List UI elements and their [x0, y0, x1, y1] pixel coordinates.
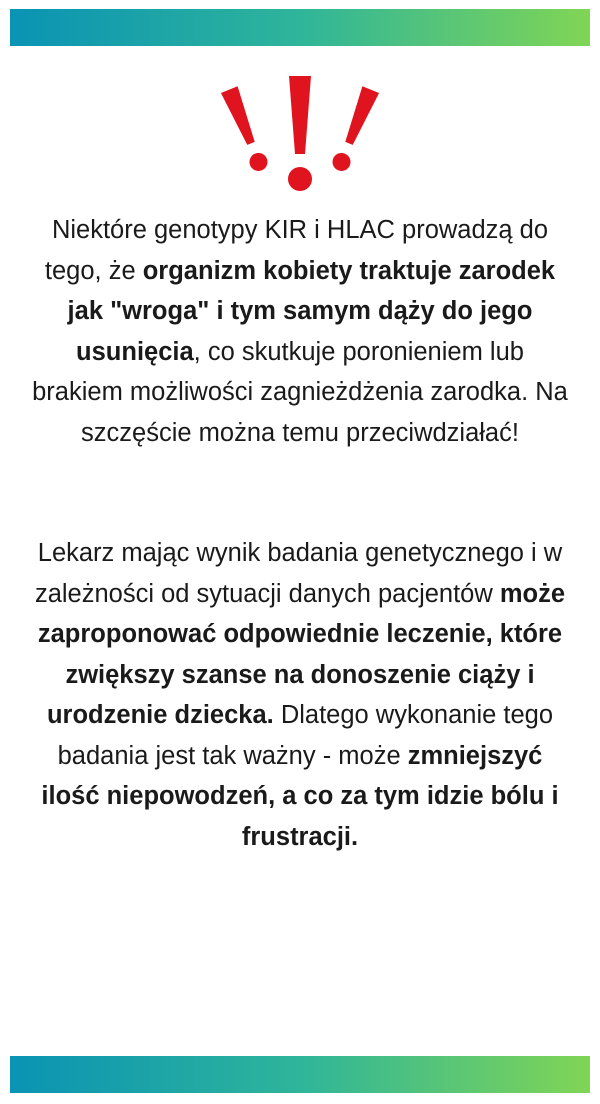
p2-bold-1: może zaproponować odpowiednie leczenie, które zwiększy szanse na donoszenie ciąży i urodzenie dziecka.	[37, 579, 566, 729]
paragraph-gap	[30, 453, 570, 533]
paragraph-doctor	[30, 533, 570, 857]
p2-text-2: Dlatego wykonanie tego badania jest tak ważny - może	[57, 701, 554, 770]
center-exclamation-icon	[288, 76, 312, 191]
p1-bold-1: organizm kobiety traktuje zarodek jak "wroga" i tym samym dąży do jego usunięcia	[67, 256, 556, 366]
right-exclamation-icon	[330, 86, 379, 173]
top-gradient-bar	[10, 9, 590, 46]
p2-bold-2: zmniejszyć ilość niepowodzeń, a co za tym idzie bólu i frustracji.	[41, 741, 559, 851]
p1-text-1: Niektóre genotypy KIR i HLAC prowadzą do tego, że	[44, 216, 549, 285]
left-exclamation-icon	[221, 86, 270, 173]
paragraph-kir-hlac	[30, 210, 570, 453]
p1-text-2: , co skutkuje poronieniem lub brakiem możliwości zagnieżdżenia zarodka. Na szczęście można temu przeciwdziałać!	[32, 337, 568, 447]
bottom-gradient-bar	[10, 1056, 590, 1093]
p2-text-1: Lekarz mając wynik badania genetycznego i w zależności od sytuacji danych pacjentów	[34, 539, 563, 608]
exclamation-marks-icon	[210, 76, 390, 196]
info-text	[30, 210, 570, 857]
